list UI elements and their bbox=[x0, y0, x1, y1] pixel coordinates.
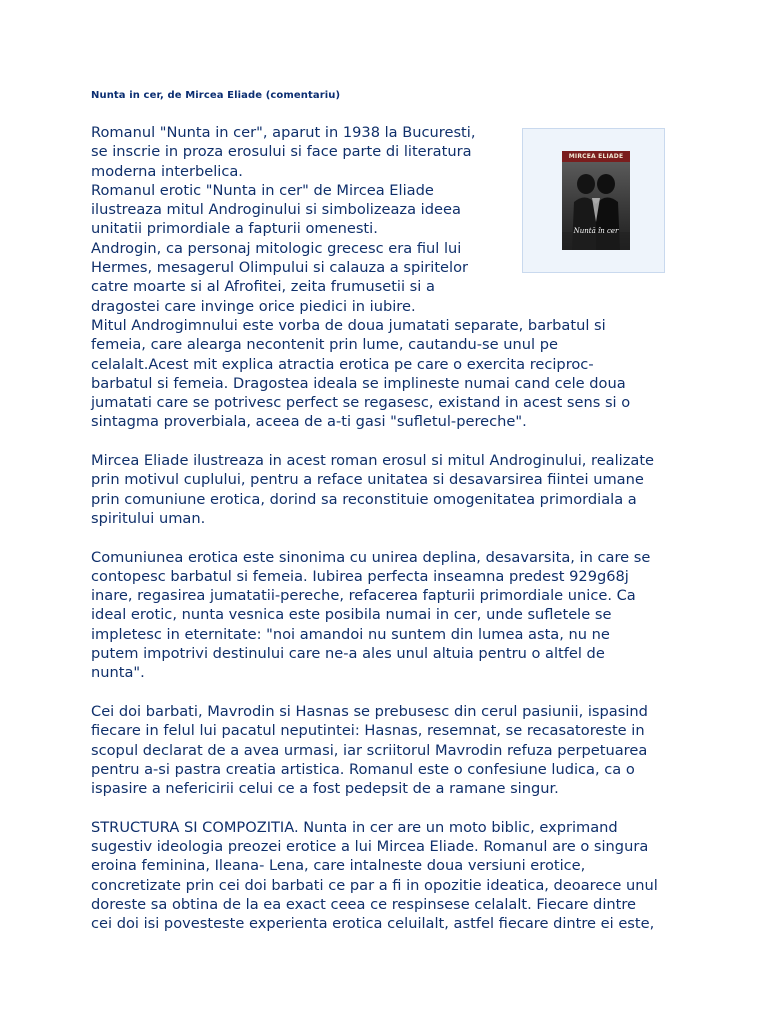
document-body bbox=[91, 123, 681, 933]
document-title: Nunta in cer, de Mircea Eliade (comentariu) bbox=[91, 90, 341, 101]
text-line: dragostei care invinge orice piedici in iubire. bbox=[91, 297, 416, 315]
text-line: Mircea Eliade ilustreaza in acest roman erosul si mitul Androginului, realizate bbox=[91, 452, 655, 470]
text-line: barbatul si femeia. Dragostea ideala se implineste numai cand cele doua bbox=[91, 374, 626, 392]
text-line: Androgin, ca personaj mitologic grecesc era fiul lui bbox=[91, 239, 462, 257]
cover-author: MIRCEA ELIADE bbox=[562, 151, 630, 162]
paragraph-gap bbox=[91, 683, 681, 702]
text-line: celalalt.Acest mit explica atractia erotica pe care o exercita reciproc- bbox=[91, 355, 594, 373]
text-line: spiritului uman. bbox=[91, 509, 206, 527]
text-line: inare, regasirea jumatatii-pereche, refacerea fapturii primordiale unice. Ca bbox=[91, 587, 636, 605]
text-line: catre moarte si al Afrofitei, zeita frumusetii si a bbox=[91, 278, 435, 296]
text-line: fiecare in felul lui pacatul neputintei: Hasnas, resemnat, se recasatoreste in bbox=[91, 722, 645, 740]
text-line: nunta". bbox=[91, 664, 145, 682]
text-line: moderna interbelica. bbox=[91, 162, 243, 180]
text-line: ilustreaza mitul Androginului si simbolizeaza ideea bbox=[91, 201, 461, 219]
text-line: impletesc in eternitate: "noi amandoi nu suntem din lumea asta, nu ne bbox=[91, 625, 610, 643]
text-line: sintagma proverbiala, aceea de a-ti gasi "sufletul-pereche". bbox=[91, 413, 527, 431]
paragraph bbox=[91, 451, 681, 528]
text-line: ideal erotic, nunta vesnica este posibila numai in cer, unde sufletele se bbox=[91, 606, 612, 624]
text-line: concretizate prin cei doi barbati ce par a fi in opozitie ideatica, deoarece unul bbox=[91, 876, 658, 894]
paragraph-gap bbox=[91, 528, 681, 547]
text-line: se inscrie in proza erosului si face parte di literatura bbox=[91, 143, 472, 161]
text-line: putem impotrivi destinului care ne-a ales unul altuia pentru o altfel de bbox=[91, 645, 605, 663]
text-line: doreste sa obtina de la ea exact ceea ce respinsese celalalt. Fiecare dintre bbox=[91, 895, 637, 913]
paragraph-gap bbox=[91, 798, 681, 817]
text-line: contopesc barbatul si femeia. Iubirea perfecta inseamna predest 929g68j bbox=[91, 567, 629, 585]
text-line: sugestiv ideologia preozei erotice a lui Mircea Eliade. Romanul are o singura bbox=[91, 837, 649, 855]
paragraph bbox=[91, 818, 681, 934]
text-line: unitatii primordiale a fapturii omenesti. bbox=[91, 220, 378, 238]
text-line: Mitul Androgimnului este vorba de doua jumatati separate, barbatul si bbox=[91, 316, 606, 334]
text-line: cei doi isi povesteste experienta erotica celuilalt, astfel fiecare dintre ei este, bbox=[91, 915, 655, 933]
text-line: eroina feminina, Ileana- Lena, care intalneste doua versiuni erotice, bbox=[91, 857, 586, 875]
text-line: prin comuniune erotica, dorind sa reconstituie omogenitatea primordiala a bbox=[91, 490, 637, 508]
paragraph bbox=[91, 702, 681, 798]
text-line: jumatati care se potrivesc perfect se regasesc, existand in acest sens si o bbox=[91, 394, 631, 412]
text-line: scopul declarat de a avea urmasi, iar scriitorul Mavrodin refuza perpetuarea bbox=[91, 741, 648, 759]
paragraph-gap bbox=[91, 432, 681, 451]
paragraph bbox=[91, 548, 681, 683]
text-line: Cei doi barbati, Mavrodin si Hasnas se prebusesc din cerul pasiunii, ispasind bbox=[91, 702, 648, 720]
text-line: ispasire a nefericirii celui ce a fost pedepsit de a ramane singur. bbox=[91, 780, 559, 798]
text-line: femeia, care alearga necontenit prin lume, cautandu-se unul pe bbox=[91, 336, 558, 354]
text-line: pentru a-si pastra creatia artistica. Romanul este o confesiune ludica, ca o bbox=[91, 760, 635, 778]
paragraph bbox=[91, 123, 681, 432]
text-line: Comuniunea erotica este sinonima cu unirea deplina, desavarsita, in care se bbox=[91, 548, 651, 566]
text-line: Romanul erotic "Nunta in cer" de Mircea Eliade bbox=[91, 181, 434, 199]
text-line: prin motivul cuplului, pentru a reface unitatea si desavarsirea fiintei umane bbox=[91, 471, 644, 489]
text-line: Romanul "Nunta in cer", aparut in 1938 la Bucuresti, bbox=[91, 124, 476, 141]
text-line: STRUCTURA SI COMPOZITIA. Nunta in cer are un moto biblic, exprimand bbox=[91, 818, 618, 836]
cover-title: Nuntă în cer bbox=[573, 227, 619, 235]
text-line: Hermes, mesagerul Olimpului si calauza a spiritelor bbox=[91, 259, 469, 277]
